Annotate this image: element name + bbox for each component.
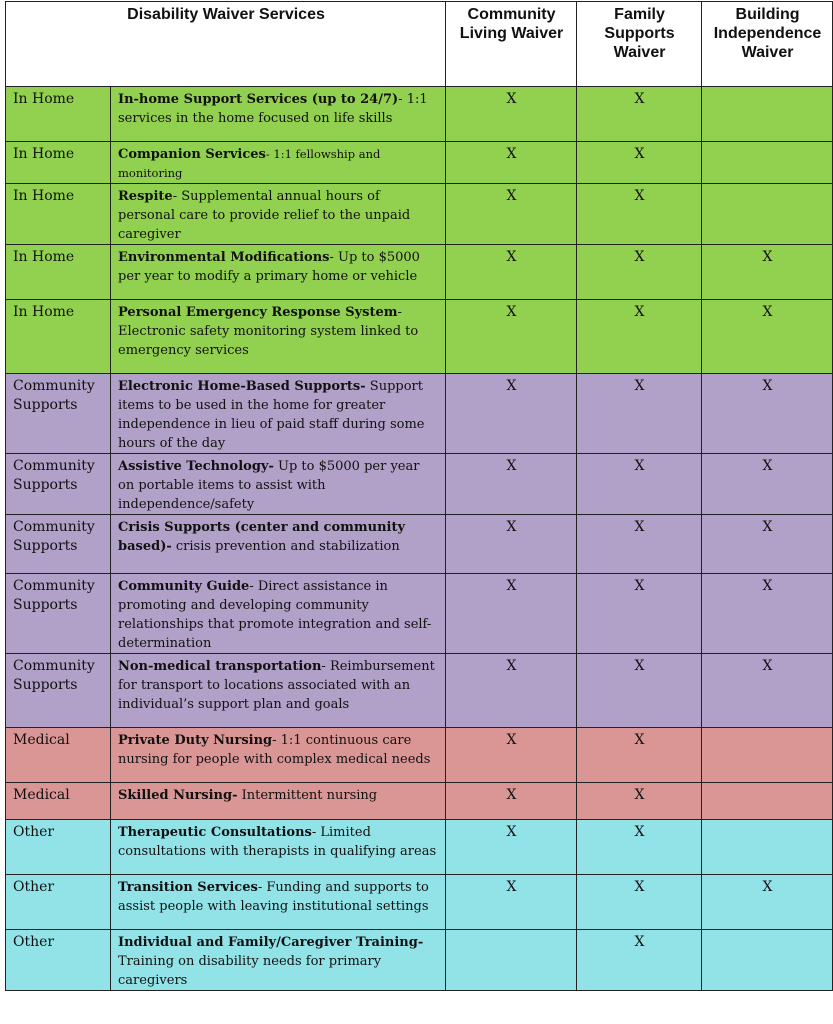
service-description: - 1:1 fellowship and monitoring [118, 147, 381, 180]
eligibility-mark-fsw: X [577, 374, 702, 454]
service-cell [111, 300, 446, 374]
eligibility-mark-clw: X [446, 184, 577, 245]
table-body [6, 87, 833, 991]
column-header-community-living: Community Living Waiver [446, 2, 577, 87]
service-cell [111, 515, 446, 574]
service-cell [111, 728, 446, 783]
service-name: Private Duty Nursing [118, 733, 273, 748]
service-description: - Supplemental annual hours of personal care to provide relief to the unpaid caregiver [118, 189, 411, 242]
category-cell: In Home [6, 300, 111, 374]
service-cell [111, 245, 446, 300]
category-cell: Medical [6, 783, 111, 820]
eligibility-mark-clw: X [446, 875, 577, 930]
table-row [6, 574, 833, 654]
eligibility-mark-biw: X [702, 875, 833, 930]
eligibility-mark-clw: X [446, 515, 577, 574]
service-name: Crisis Supports (center and community based)- [118, 520, 406, 554]
service-cell [111, 875, 446, 930]
service-description: Support items to be used in the home for greater independence in lieu of paid staff during some hours of the day [118, 379, 425, 451]
service-description: - Funding and supports to assist people with leaving institutional settings [118, 880, 429, 914]
eligibility-mark-biw [702, 728, 833, 783]
table-row [6, 87, 833, 142]
service-cell [111, 87, 446, 142]
table-row [6, 300, 833, 374]
eligibility-mark-clw: X [446, 142, 577, 184]
service-description: - Electronic safety monitoring system linked to emergency services [118, 305, 419, 358]
eligibility-mark-biw: X [702, 300, 833, 374]
table-row [6, 374, 833, 454]
eligibility-mark-fsw: X [577, 142, 702, 184]
eligibility-mark-biw [702, 783, 833, 820]
service-name: Respite [118, 189, 173, 204]
eligibility-mark-fsw: X [577, 454, 702, 515]
service-cell [111, 654, 446, 728]
service-cell [111, 574, 446, 654]
eligibility-mark-fsw: X [577, 654, 702, 728]
eligibility-mark-biw: X [702, 654, 833, 728]
service-cell [111, 454, 446, 515]
category-cell: In Home [6, 142, 111, 184]
eligibility-mark-fsw: X [577, 245, 702, 300]
service-cell [111, 930, 446, 991]
eligibility-mark-clw: X [446, 245, 577, 300]
table-row [6, 820, 833, 875]
waiver-services-table [5, 1, 833, 991]
service-description: Up to $5000 per year on portable items to assist with independence/safety [118, 459, 420, 512]
category-cell: Community Supports [6, 574, 111, 654]
eligibility-mark-clw: X [446, 454, 577, 515]
service-description: - Reimbursement for transport to locations associated with an individual’s support plan and goals [118, 659, 435, 712]
category-cell: In Home [6, 87, 111, 142]
eligibility-mark-biw [702, 184, 833, 245]
service-cell [111, 374, 446, 454]
table-row [6, 875, 833, 930]
eligibility-mark-clw [446, 930, 577, 991]
column-header-family-supports: Family Supports Waiver [577, 2, 702, 87]
table-row [6, 728, 833, 783]
service-cell [111, 783, 446, 820]
category-cell: Community Supports [6, 515, 111, 574]
eligibility-mark-fsw: X [577, 515, 702, 574]
eligibility-mark-biw [702, 87, 833, 142]
eligibility-mark-clw: X [446, 654, 577, 728]
service-cell [111, 820, 446, 875]
service-description: Intermittent nursing [237, 788, 378, 803]
table-row [6, 654, 833, 728]
category-cell: Other [6, 875, 111, 930]
eligibility-mark-fsw: X [577, 728, 702, 783]
table-row [6, 245, 833, 300]
eligibility-mark-biw: X [702, 454, 833, 515]
service-name: Environmental Modifications [118, 250, 330, 265]
service-name: Personal Emergency Response System [118, 305, 398, 320]
eligibility-mark-fsw: X [577, 184, 702, 245]
table-row [6, 515, 833, 574]
service-name: Assistive Technology- [118, 459, 274, 474]
service-name: Electronic Home-Based Supports- [118, 379, 366, 394]
service-name: In-home Support Services (up to 24/7) [118, 92, 399, 107]
service-name: Therapeutic Consultations [118, 825, 312, 840]
eligibility-mark-biw [702, 930, 833, 991]
category-cell: In Home [6, 184, 111, 245]
service-description: - Up to $5000 per year to modify a primary home or vehicle [118, 250, 420, 284]
service-description: - Limited consultations with therapists in qualifying areas [118, 825, 437, 859]
eligibility-mark-biw: X [702, 574, 833, 654]
service-description: crisis prevention and stabilization [171, 539, 400, 554]
eligibility-mark-clw: X [446, 820, 577, 875]
table-row [6, 930, 833, 991]
eligibility-mark-biw: X [702, 515, 833, 574]
eligibility-mark-fsw: X [577, 930, 702, 991]
table-row [6, 184, 833, 245]
eligibility-mark-clw: X [446, 728, 577, 783]
service-name: Skilled Nursing- [118, 788, 238, 803]
eligibility-mark-biw [702, 820, 833, 875]
category-cell: Community Supports [6, 374, 111, 454]
category-cell: Community Supports [6, 654, 111, 728]
service-name: Non-medical transportation [118, 659, 322, 674]
service-name: Transition Services [118, 880, 258, 895]
service-name: Community Guide [118, 579, 250, 594]
table-row [6, 142, 833, 184]
table-row [6, 783, 833, 820]
table-row [6, 454, 833, 515]
column-header-building-independence: Building Independence Waiver [702, 2, 833, 87]
eligibility-mark-clw: X [446, 87, 577, 142]
eligibility-mark-clw: X [446, 300, 577, 374]
eligibility-mark-fsw: X [577, 820, 702, 875]
eligibility-mark-clw: X [446, 374, 577, 454]
service-name: Individual and Family/Caregiver Training- [118, 935, 424, 950]
category-cell: In Home [6, 245, 111, 300]
service-name: Companion Services [118, 147, 266, 162]
eligibility-mark-biw: X [702, 374, 833, 454]
eligibility-mark-fsw: X [577, 300, 702, 374]
category-cell: Other [6, 930, 111, 991]
service-description: - 1:1 continuous care nursing for people with complex medical needs [118, 733, 431, 767]
service-cell [111, 142, 446, 184]
category-cell: Medical [6, 728, 111, 783]
eligibility-mark-fsw: X [577, 87, 702, 142]
eligibility-mark-fsw: X [577, 875, 702, 930]
eligibility-mark-biw: X [702, 245, 833, 300]
service-description: - Direct assistance in promoting and developing community relationships that promote integration and self-determination [118, 579, 432, 651]
eligibility-mark-biw [702, 142, 833, 184]
eligibility-mark-fsw: X [577, 574, 702, 654]
eligibility-mark-fsw: X [577, 783, 702, 820]
header-row [6, 2, 833, 87]
table-title: Disability Waiver Services [6, 2, 446, 87]
eligibility-mark-clw: X [446, 783, 577, 820]
category-cell: Community Supports [6, 454, 111, 515]
eligibility-mark-clw: X [446, 574, 577, 654]
category-cell: Other [6, 820, 111, 875]
service-description: Training on disability needs for primary caregivers [118, 954, 382, 988]
service-cell [111, 184, 446, 245]
service-description: - 1:1 services in the home focused on life skills [118, 92, 428, 126]
